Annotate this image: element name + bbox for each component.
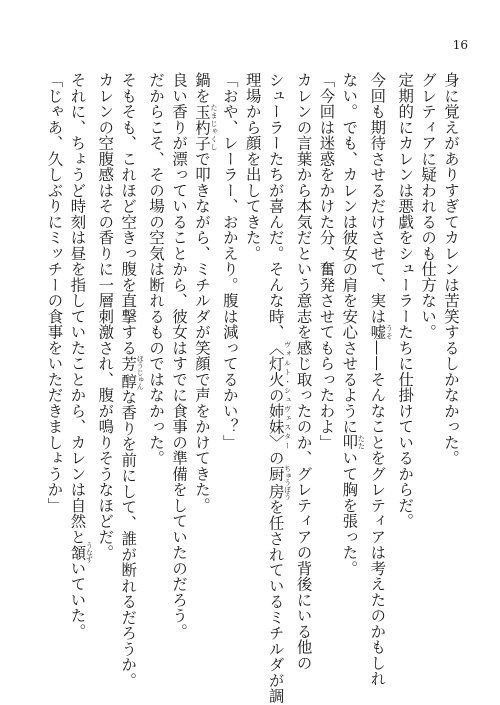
text-segment: いて胸を張った。 (340, 450, 359, 576)
text-segment: ——そんなことをグレティアは考えたのかもしれ (368, 339, 387, 687)
vertical-text-body (43, 72, 462, 704)
text-line (167, 72, 190, 672)
ruby-base: 〈灯火の姉妹〉 (266, 339, 285, 450)
ruby-reading: うなず (85, 541, 94, 563)
ruby-word (266, 339, 292, 450)
text-segment: そもそも、これほど空きっ腹を直撃する (119, 72, 138, 356)
text-segment: 鍋を (192, 72, 211, 104)
ruby-word (368, 324, 394, 340)
ruby-reading: ちゅうぼう (283, 464, 292, 500)
text-segment: を任されているミチルダが調 (266, 499, 285, 704)
text-line (292, 72, 315, 672)
ruby-base: 芳醇 (119, 354, 138, 390)
text-segment: 「じゃあ、久しぶりにミッチーの食事をいただきましょうか」 (45, 72, 64, 513)
ruby-base: 嘘 (368, 324, 387, 340)
text-line (144, 72, 167, 672)
ruby-reading: たた (357, 434, 366, 450)
text-line (439, 72, 462, 672)
ruby-reading: ほうじゅん (136, 354, 145, 390)
text-segment: ない。でも、カレンは彼女の肩を安心させるように (340, 72, 359, 435)
page-number: 16 (452, 38, 468, 52)
text-segment: いていた。 (68, 560, 87, 639)
text-segment: 定期的にカレンは悪戯をシューラーたちに仕掛けているからだ。 (396, 72, 415, 529)
text-line (264, 72, 292, 704)
ruby-word (119, 354, 145, 390)
ruby-word (192, 103, 218, 151)
text-line (43, 72, 66, 672)
ruby-reading: うそ (385, 324, 394, 340)
text-line (337, 72, 365, 672)
text-segment: それに、ちょうど時刻は昼を指していたことから、カレンは自然と (68, 72, 87, 545)
text-line (365, 72, 394, 687)
ruby-word (340, 434, 366, 450)
text-segment: な香りを前にして、誰が断れるだろうか。 (119, 388, 138, 688)
ruby-base: 叩 (340, 434, 359, 450)
text-segment: シューラーたちが喜んだ。そんな時、 (266, 72, 285, 340)
text-segment: 良い香りが漂っていることから、彼女はすでに食事の準備をしていたのだろう。 (170, 72, 189, 639)
ruby-reading: たまじゃくし (209, 103, 218, 151)
text-line (116, 72, 145, 688)
text-line (393, 72, 416, 672)
ruby-base: 厨房 (266, 464, 285, 500)
text-segment: で叩きながら、ミチルダが笑顔で声をかけてきた。 (192, 150, 211, 513)
text-line (416, 72, 439, 672)
text-segment: 理場から顔を出してきた。 (243, 72, 262, 261)
text-line (66, 72, 94, 672)
text-line (218, 72, 241, 672)
text-segment: 「おや、レーラー、おかえり。腹は減ってるかい？」 (220, 72, 239, 450)
text-line (241, 72, 264, 672)
ruby-base: 頷 (68, 541, 87, 563)
text-segment: だからこそ、その場の空気は断れるものではなかった。 (147, 72, 166, 466)
text-segment: の (266, 450, 285, 466)
text-segment: グレティアに疑われるのも仕方ない。 (419, 72, 438, 340)
text-segment: 「今回は迷惑をかけた分、奮発させてもらったわよ」 (317, 72, 336, 450)
ruby-word (266, 464, 292, 500)
text-line (315, 72, 338, 672)
ruby-base: 玉杓子 (192, 103, 211, 151)
ruby-reading: ヴォルト・シュヴェスター (283, 339, 292, 450)
text-segment: 身に覚えがありすぎてカレンは苦笑するしかなかった。 (442, 72, 460, 466)
text-segment: 今回も期待させるだけさせて、実は (368, 72, 387, 324)
text-line (190, 72, 218, 672)
ruby-word (68, 541, 94, 563)
text-line (93, 72, 116, 672)
text-segment: カレンの空腹感はその香りに一層刺激され、腹が鳴りそうなほどだ。 (96, 72, 115, 561)
text-segment: カレンの言葉から本気だという意志を感じ取ったのか、グレティアの背後にいる他の (294, 72, 313, 671)
